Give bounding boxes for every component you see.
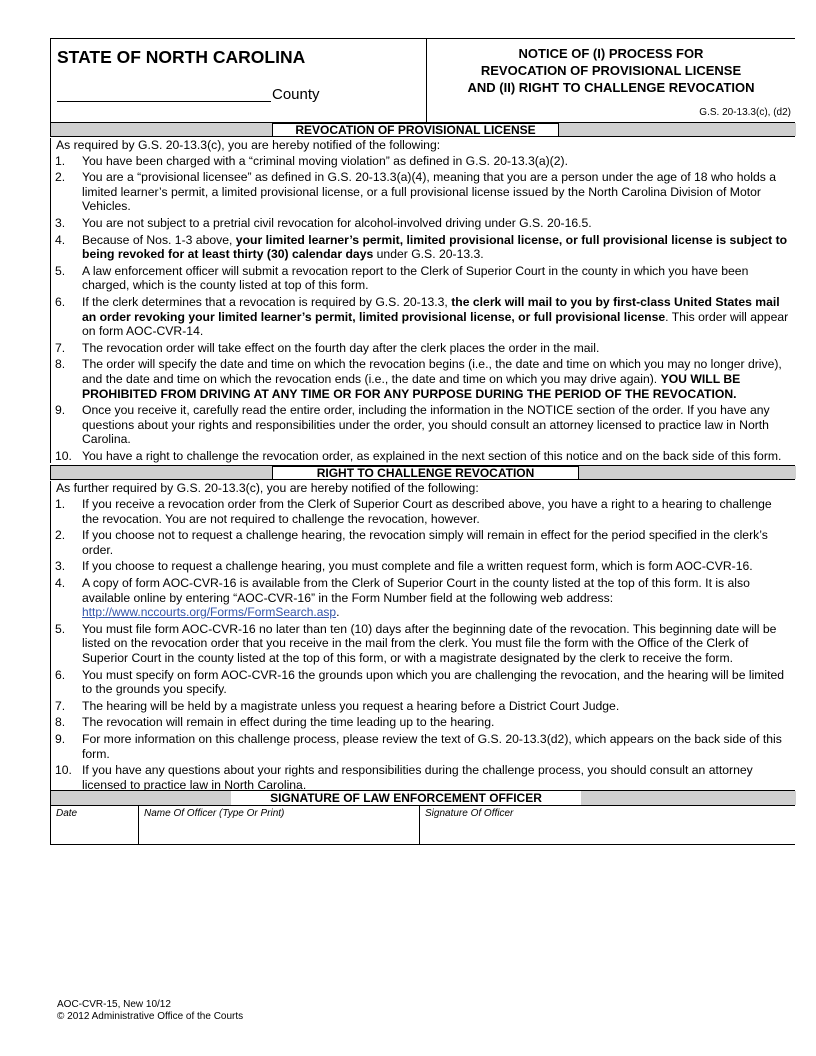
item-number: 5.: [55, 621, 66, 636]
item-number: 6.: [55, 667, 66, 682]
item-text: The revocation order will take effect on the fourth day after the clerk places the order in the mail.: [82, 340, 600, 355]
item-text: .: [336, 605, 340, 620]
item-text: A copy of form AOC-CVR-16 is available from the Clerk of Superior Court in the county listed at the top of this form. It is also available online by entering “AOC-CVR-16” in the Form Number field at the following web address:: [82, 576, 750, 605]
item-text: If you choose not to request a challenge hearing, the revocation simply will remain in effect for the period specified in the clerk’s order.: [82, 528, 768, 557]
item-number: 5.: [55, 263, 66, 278]
item-text: You are a “provisional licensee” as defined in G.S. 20-13.3(a)(4), meaning that you are a person under the age of 18 who holds a limited learner’s permit, a limited provisional license, or a full provisional license issued by the North Carolina Division of Motor Vehicles.: [82, 170, 776, 214]
county-blank[interactable]: [57, 101, 271, 102]
list-item: [51, 170, 795, 214]
item-number: 6.: [55, 294, 66, 309]
item-text: You must file form AOC-CVR-16 no later than ten (10) days after the beginning date of the revocation. This beginning date will be listed on the revocation order that you receive in the mail from the clerk. You must file the form with the Office of the Clerk of Superior Court in the county listed at the top of this form, or with a magistrate designated by the clerk to receive the form.: [82, 621, 777, 665]
section-intro: As required by G.S. 20-13.3(c), you are hereby notified of the following:: [56, 138, 441, 152]
item-text: If you choose to request a challenge hearing, you must complete and file a written request form, which is form AOC-CVR-16.: [82, 559, 753, 574]
item-number: 4.: [55, 232, 66, 247]
list-item: [51, 403, 795, 447]
form-page: [50, 38, 795, 845]
item-text: For more information on this challenge process, please review the text of G.S. 20-13.3(d2), which appears on the back side of this form.: [82, 731, 782, 761]
notice-line: REVOCATION OF PROVISIONAL LICENSE: [480, 63, 742, 78]
item-text: The revocation will remain in effect during the time leading up to the hearing.: [82, 715, 495, 730]
date-field[interactable]: [51, 806, 139, 844]
state-title: STATE OF NORTH CAROLINA: [57, 47, 306, 67]
officer-signature-field[interactable]: [420, 806, 518, 844]
list-item: [51, 576, 795, 620]
item-text: under G.S. 20-13.3.: [373, 247, 484, 262]
item-number: 3.: [55, 215, 66, 230]
item-text: You have a right to challenge the revocation order, as explained in the next section of this notice and on the back side of this form.: [82, 448, 782, 463]
notice-line: NOTICE OF (I) PROCESS FOR: [518, 46, 704, 61]
section-challenge-body: [50, 481, 795, 792]
item-text: If you have any questions about your rights and responsibilities during the challenge process, you should consult an attorney licensed to practice law in North Carolina.: [82, 763, 753, 792]
officer-signature-label: Signature Of Officer: [425, 808, 514, 820]
section-revocation-body: [50, 138, 795, 463]
form-footer: [57, 999, 243, 1023]
section-title: RIGHT TO CHALLENGE REVOCATION: [272, 466, 579, 479]
item-number: 10.: [55, 448, 72, 463]
item-number: 9.: [55, 403, 66, 418]
item-number: 8.: [55, 357, 66, 372]
item-number: 7.: [55, 340, 66, 355]
list-item: [51, 264, 795, 293]
list-item: [51, 497, 795, 526]
notice-title: [427, 45, 795, 96]
item-text-bold: your limited learner’s permit, limited provisional license, or full provisional license is subject to being revoked for at least thirty (30) calendar days: [82, 232, 788, 262]
item-number: 2.: [55, 528, 66, 543]
list-item: [51, 295, 795, 339]
officer-name-field[interactable]: [139, 806, 420, 844]
signature-title: SIGNATURE OF LAW ENFORCEMENT OFFICER: [231, 791, 581, 805]
list-item: [51, 559, 795, 574]
officer-name-label: Name Of Officer (Type Or Print): [144, 808, 285, 820]
date-label: Date: [56, 808, 78, 820]
item-text: A law enforcement officer will submit a revocation report to the Clerk of Superior Court in the county in which you have been charged, which is the county listed at top of this form.: [82, 263, 749, 293]
list-item: [51, 668, 795, 697]
list-item: [51, 154, 795, 169]
list-item: [51, 732, 795, 761]
header-left: [51, 39, 427, 122]
list-item: [51, 341, 795, 356]
list-item: [51, 216, 795, 231]
item-text: Once you receive it, carefully read the entire order, including the information in the NOTICE section of the order. If you have any questions about your rights and responsibilities under the order, you should consult an attorney licensed to practice law in North Carolina.: [82, 403, 770, 447]
item-text: You must specify on form AOC-CVR-16 the grounds upon which you are challenging the revocation, and the hearing will be limited to the grounds you specify.: [82, 667, 785, 697]
item-number: 1.: [55, 497, 66, 512]
statute-ref: G.S. 20-13.3(c), (d2): [699, 107, 791, 118]
list-item: [51, 763, 795, 792]
item-number: 4.: [55, 576, 66, 591]
list-item: [51, 715, 795, 730]
notice-line: AND (II) RIGHT TO CHALLENGE REVOCATION: [467, 80, 755, 95]
county-label: County: [272, 86, 320, 103]
list-item: [51, 449, 795, 464]
item-number: 3.: [55, 559, 66, 574]
form-number: AOC-CVR-15, New 10/12: [57, 999, 171, 1010]
section-title: REVOCATION OF PROVISIONAL LICENSE: [272, 123, 559, 136]
section-header-revocation: [50, 123, 795, 137]
item-text: . This order will appear on form AOC-CVR-14.: [82, 309, 789, 339]
item-number: 8.: [55, 715, 66, 730]
form-header: [50, 38, 795, 123]
item-number: 10.: [55, 763, 72, 778]
list-item: [51, 699, 795, 714]
item-text: Because of Nos. 1-3 above,: [82, 232, 236, 247]
copyright: © 2012 Administrative Office of the Courts: [57, 1011, 244, 1022]
item-text: The hearing will be held by a magistrate unless you request a hearing before a District Court Judge.: [82, 698, 620, 713]
list-item: [51, 528, 795, 557]
item-text: If the clerk determines that a revocation is required by G.S. 20-13.3,: [82, 294, 452, 309]
item-text-bold: the clerk will mail to you by first-class United States mail an order revoking your limited learner’s permit, limited provisional license, or full provisional license: [82, 294, 780, 324]
item-number: 7.: [55, 698, 66, 713]
signature-fields: [50, 806, 795, 845]
challenge-list: [51, 497, 795, 792]
list-item: [51, 233, 795, 262]
list-item: [51, 357, 795, 401]
item-number: 2.: [55, 170, 66, 185]
section-intro: As further required by G.S. 20-13.3(c), you are hereby notified of the following:: [56, 481, 479, 496]
item-number: 1.: [55, 153, 66, 168]
item-text: You have been charged with a “criminal moving violation” as defined in G.S. 20-13.3(a)(2).: [82, 153, 568, 168]
item-number: 9.: [55, 731, 66, 746]
revocation-list: [51, 154, 795, 464]
form-search-link[interactable]: http://www.nccourts.org/Forms/FormSearch.asp: [82, 605, 337, 620]
header-right: [427, 39, 795, 122]
item-text-bold: YOU WILL BE PROHIBITED FROM DRIVING AT ANY TIME OR FOR ANY PURPOSE DURING THE PERIOD OF THE REVOCATION.: [82, 371, 741, 401]
signature-header: [50, 790, 795, 806]
item-text: The order will specify the date and time on which the revocation begins (i.e., the date and time on which you may no longer drive), and the date and time on which the revocation ends (i.e., the date and time on which you may drive again).: [82, 357, 782, 386]
item-text: You are not subject to a pretrial civil revocation for alcohol-involved driving under G.S. 20-16.5.: [82, 215, 592, 230]
item-text: If you receive a revocation order from the Clerk of Superior Court as described above, you have a right to a hearing to challenge the revocation. You are not required to challenge the revocation, however.: [82, 497, 772, 526]
list-item: [51, 622, 795, 666]
section-header-challenge: [50, 465, 795, 480]
